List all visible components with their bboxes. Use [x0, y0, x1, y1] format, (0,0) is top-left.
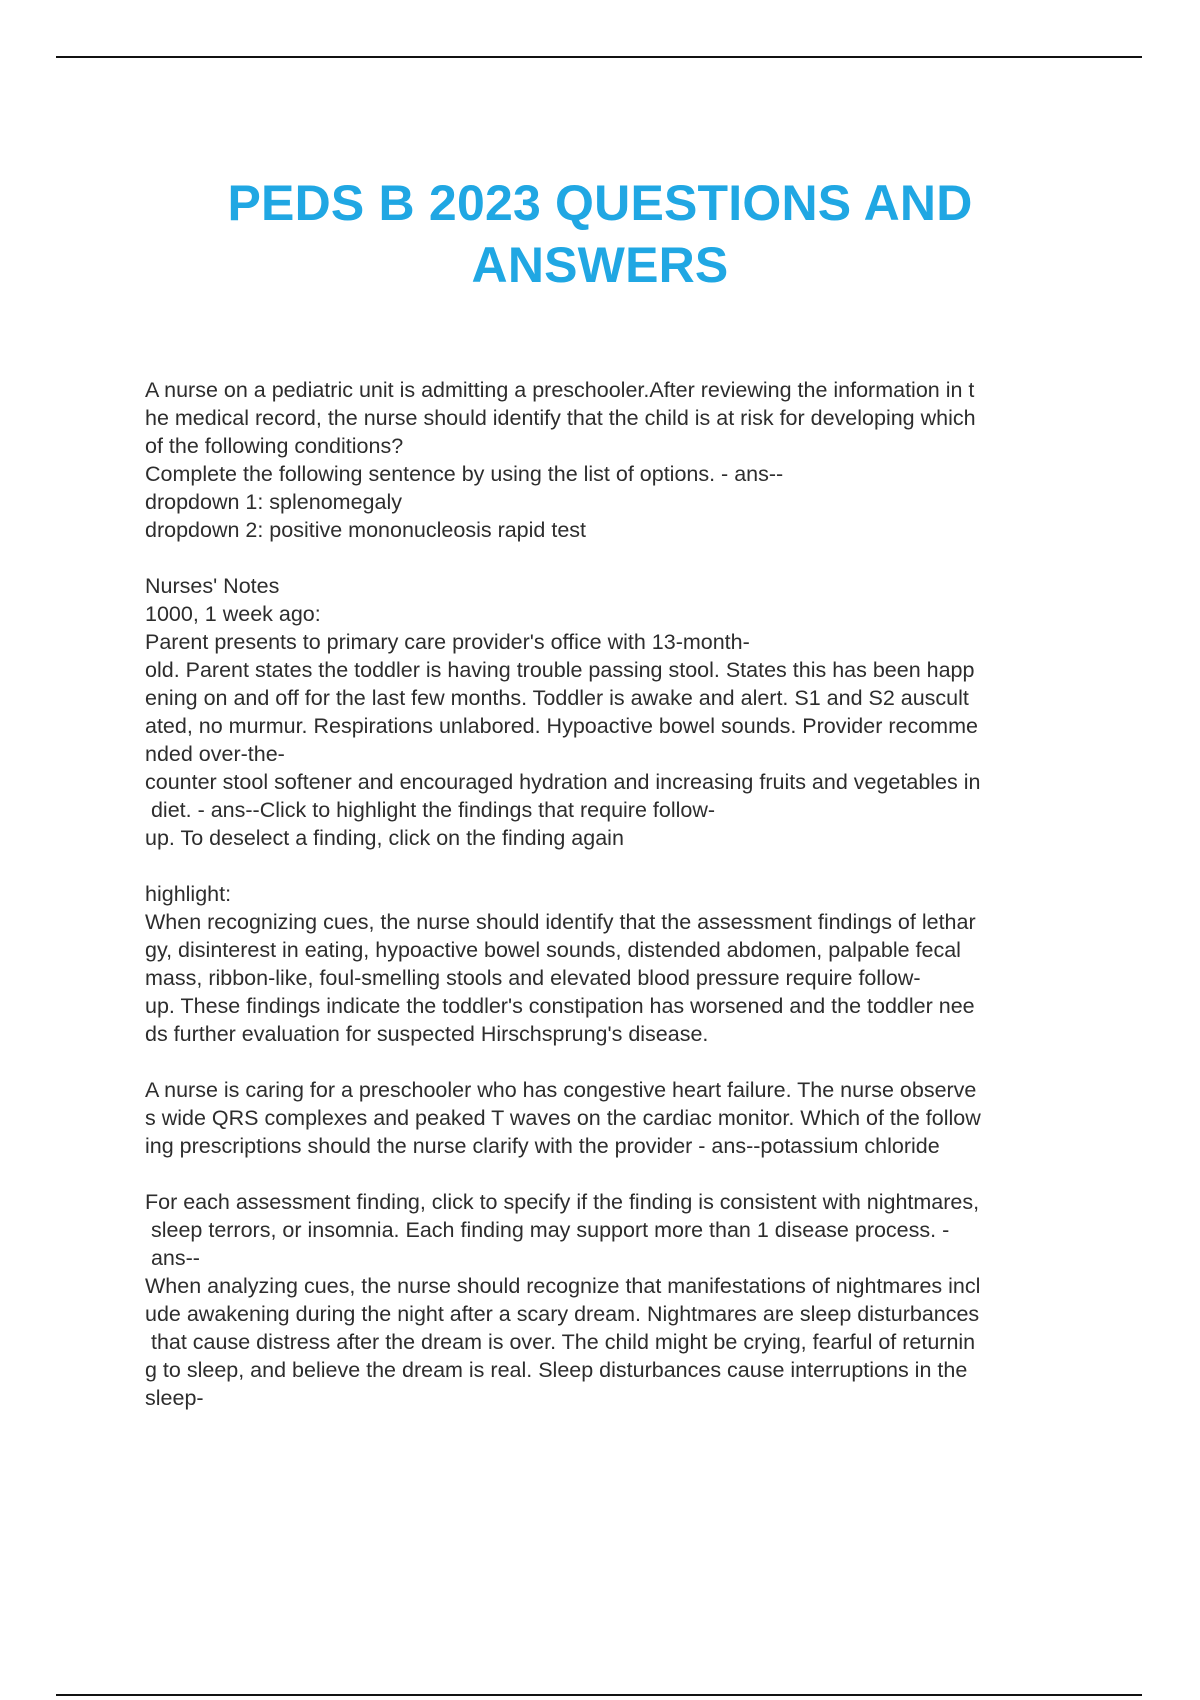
question-block-4	[145, 1076, 1095, 1160]
text-line: ans--	[145, 1246, 200, 1270]
text-line: sleep terrors, or insomnia. Each finding may support more than 1 disease process. -	[145, 1218, 950, 1242]
text-line: Parent presents to primary care provider's office with 13-month-	[145, 630, 750, 654]
text-line: Nurses' Notes	[145, 574, 280, 598]
document-body	[145, 376, 1095, 1440]
text-line: ude awakening during the night after a scary dream. Nightmares are sleep disturbances	[145, 1302, 980, 1326]
text-line: 1000, 1 week ago:	[145, 602, 321, 626]
text-line: that cause distress after the dream is over. The child might be crying, fearful of returnin	[145, 1330, 976, 1354]
page-title	[0, 172, 1200, 296]
text-line: up. These findings indicate the toddler's constipation has worsened and the toddler nee	[145, 994, 975, 1018]
text-line: he medical record, the nurse should identify that the child is at risk for developing which	[145, 406, 976, 430]
text-line: For each assessment finding, click to specify if the finding is consistent with nightmares,	[145, 1190, 980, 1214]
text-line: A nurse on a pediatric unit is admitting a preschooler.After reviewing the information in t	[145, 378, 975, 402]
text-line: up. To deselect a finding, click on the finding again	[145, 826, 624, 850]
text-line: When recognizing cues, the nurse should identify that the assessment findings of lethar	[145, 910, 976, 934]
top-rule	[56, 56, 1142, 58]
text-line: A nurse is caring for a preschooler who has congestive heart failure. The nurse observe	[145, 1078, 977, 1102]
text-line: nded over-the-	[145, 742, 285, 766]
title-line: ANSWERS	[471, 237, 729, 293]
text-line: sleep-	[145, 1386, 204, 1410]
bottom-rule	[56, 1694, 1142, 1696]
text-line: counter stool softener and encouraged hydration and increasing fruits and vegetables in	[145, 770, 981, 794]
text-line: of the following conditions?	[145, 434, 404, 458]
question-block-5	[145, 1188, 1095, 1412]
text-line: g to sleep, and believe the dream is real. Sleep disturbances cause interruptions in the	[145, 1358, 968, 1382]
text-line: ening on and off for the last few months. Toddler is awake and alert. S1 and S2 auscult	[145, 686, 969, 710]
text-line: mass, ribbon-like, foul-smelling stools and elevated blood pressure require follow-	[145, 966, 921, 990]
text-line: highlight:	[145, 882, 232, 906]
question-block-2	[145, 572, 1095, 852]
text-line: ated, no murmur. Respirations unlabored. Hypoactive bowel sounds. Provider recomme	[145, 714, 978, 738]
text-line: When analyzing cues, the nurse should recognize that manifestations of nightmares incl	[145, 1274, 981, 1298]
question-block-3	[145, 880, 1095, 1048]
text-line: diet. - ans--Click to highlight the findings that require follow-	[145, 798, 716, 822]
text-line: ds further evaluation for suspected Hirschsprung's disease.	[145, 1022, 709, 1046]
text-line: gy, disinterest in eating, hypoactive bowel sounds, distended abdomen, palpable fecal	[145, 938, 961, 962]
text-line: dropdown 1: splenomegaly	[145, 490, 402, 514]
text-line: Complete the following sentence by using the list of options. - ans--	[145, 462, 784, 486]
title-line: PEDS B 2023 QUESTIONS AND	[227, 175, 973, 231]
question-block-1	[145, 376, 1095, 544]
text-line: old. Parent states the toddler is having trouble passing stool. States this has been happ	[145, 658, 975, 682]
text-line: s wide QRS complexes and peaked T waves on the cardiac monitor. Which of the follow	[145, 1106, 981, 1130]
text-line: dropdown 2: positive mononucleosis rapid test	[145, 518, 587, 542]
text-line: ing prescriptions should the nurse clarify with the provider - ans--potassium chloride	[145, 1134, 940, 1158]
